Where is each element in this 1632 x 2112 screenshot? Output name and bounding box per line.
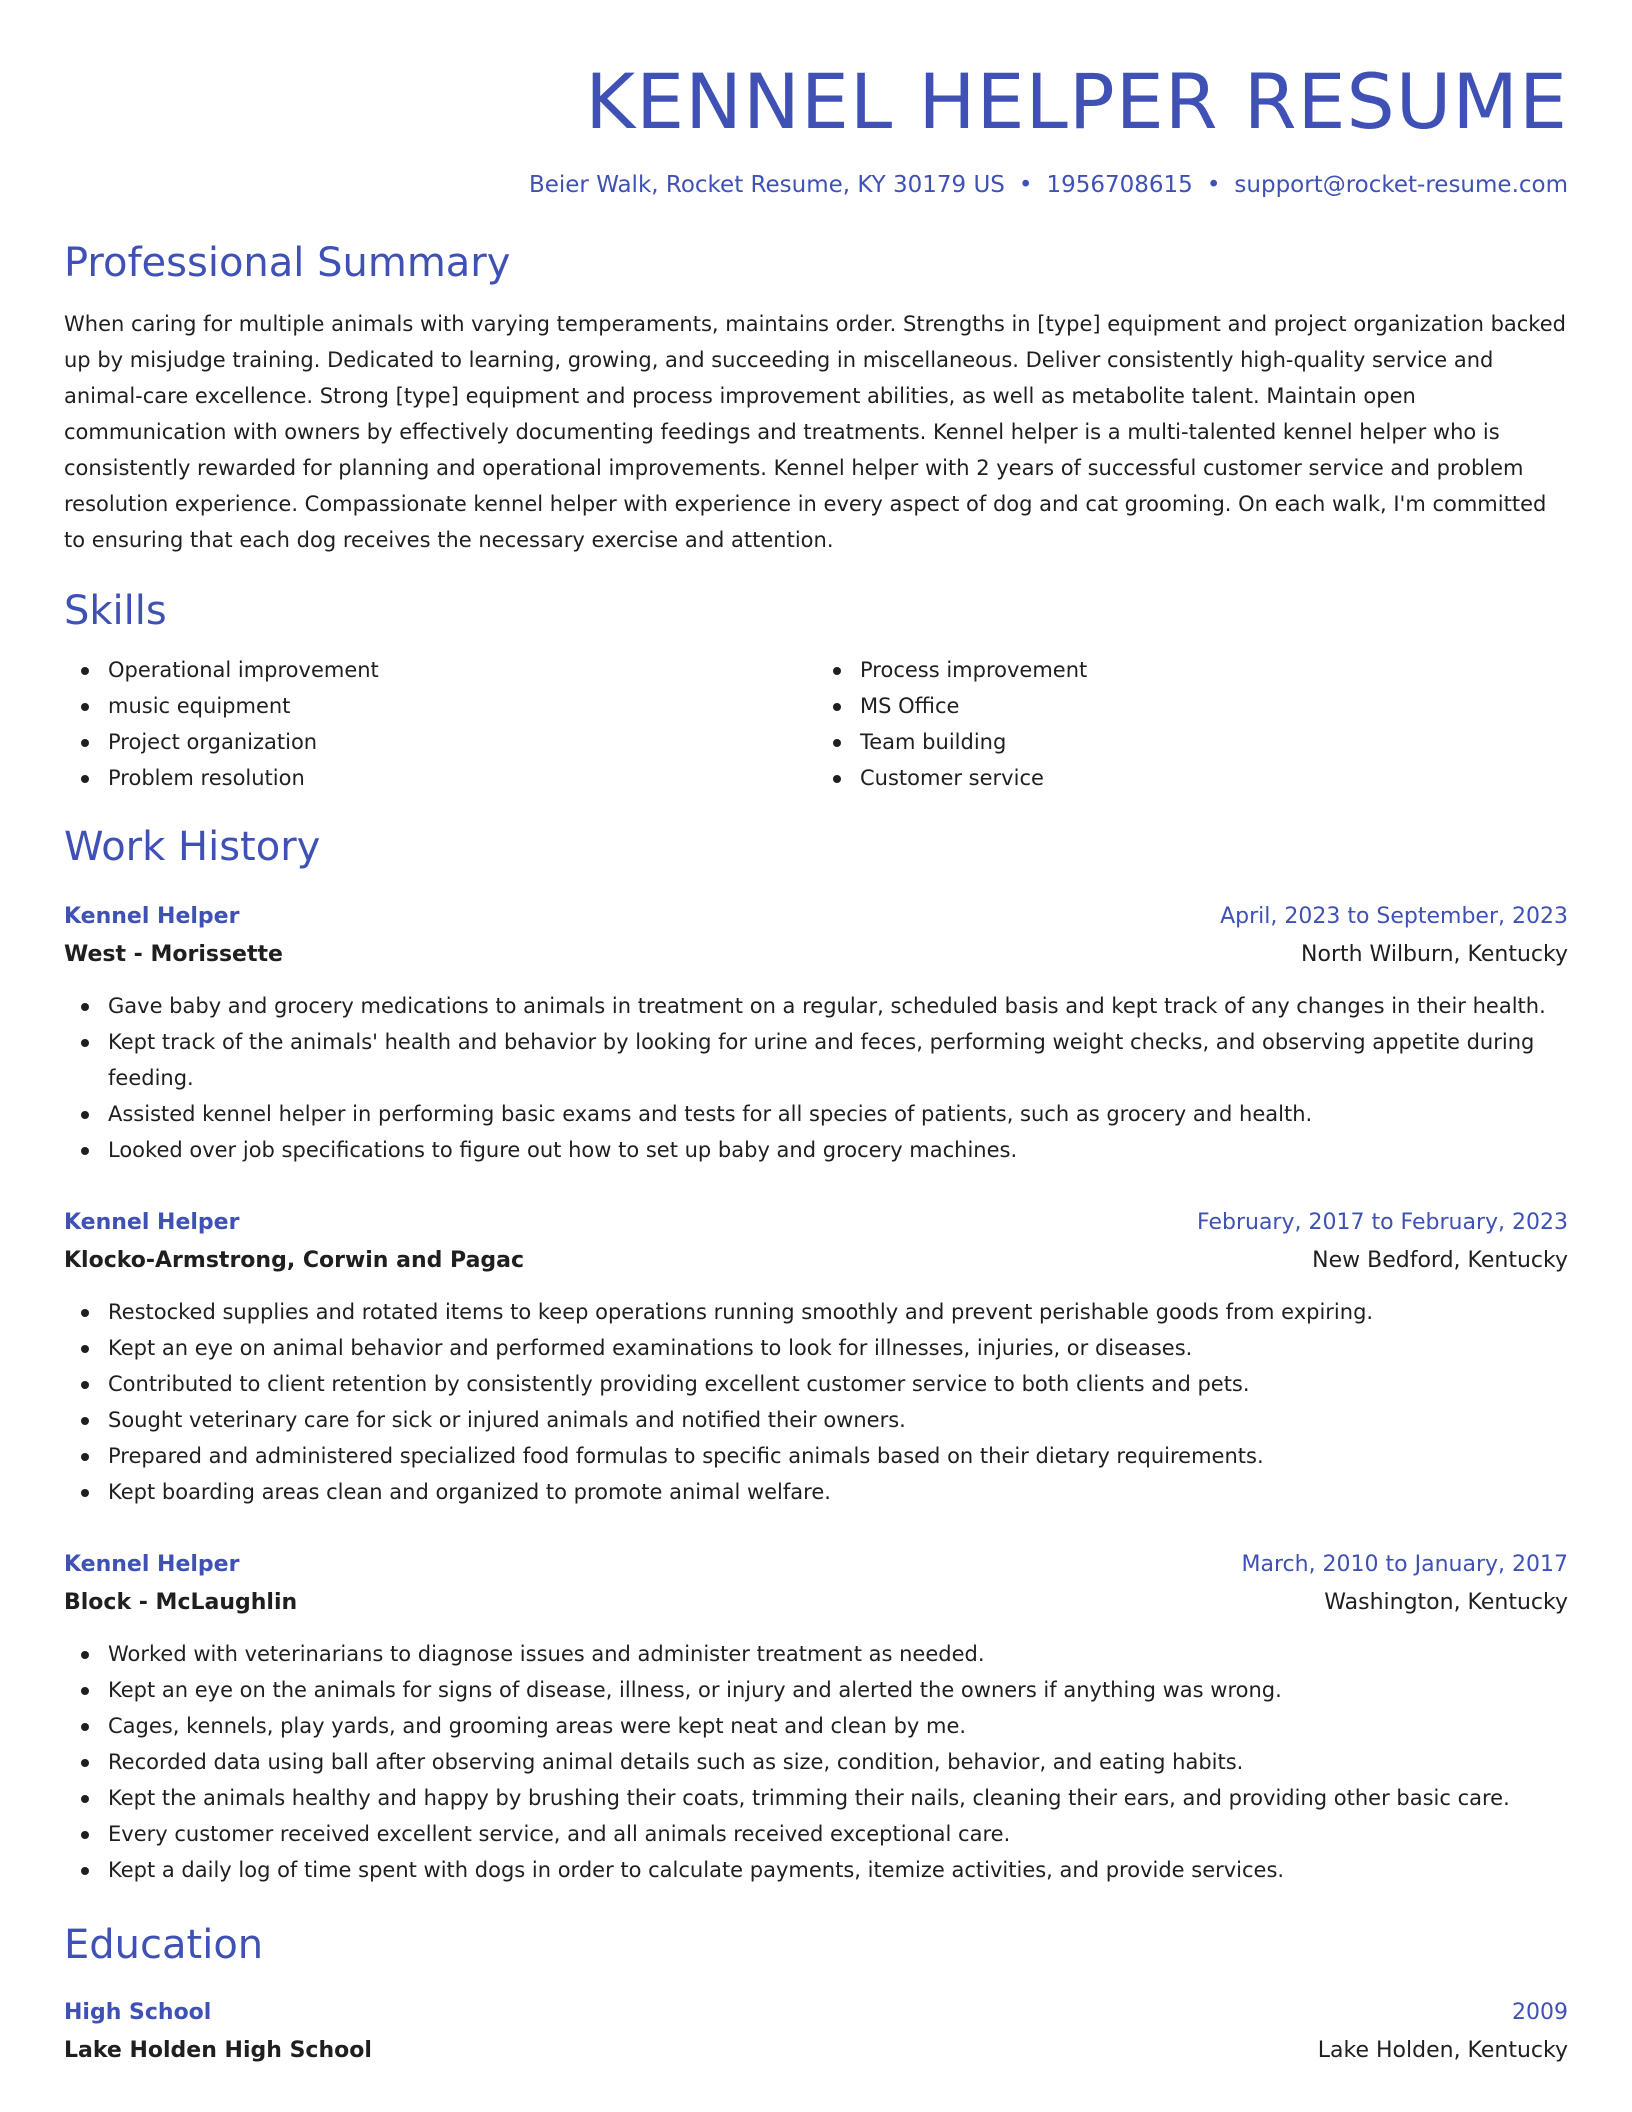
contact-line — [64, 168, 1568, 202]
job-title: Kennel Helper — [64, 904, 240, 929]
job-bullets — [64, 988, 1568, 1168]
contact-email: support@rocket-resume.com — [1234, 172, 1568, 198]
education-location: Lake Holden, Kentucky — [1317, 2038, 1568, 2063]
job-dates: April, 2023 to September, 2023 — [1220, 904, 1568, 929]
job-bullets — [64, 1636, 1568, 1888]
job-bullet: Cages, kennels, play yards, and grooming areas were kept neat and clean by me. — [108, 1708, 1568, 1744]
summary-text: When caring for multiple animals with varying temperaments, maintains order. Strengths in [type] equipment and project organization backed up by misjudge training. Dedicated to learning, growing, and succeeding in miscellaneous. Deliver consistently high-quality service and animal-care excellence. Strong [type] equipment and process improvement abilities, as well as metabolite talent. Maintain open communication with owners by effectively documenting feedings and treatments. Kennel helper is a multi-talented kennel helper who is consistently rewarded for planning and operational improvements. Kennel helper with 2 years of successful customer service and problem resolution experience. Compassionate kennel helper with experience in every aspect of dog and cat grooming. On each walk, I'm committed to ensuring that each dog receives the necessary exercise and attention. — [64, 312, 1566, 552]
skill-item: Process improvement — [860, 652, 1568, 688]
job-location: North Wilburn, Kentucky — [1301, 942, 1568, 967]
contact-separator: • — [1018, 172, 1033, 198]
resume-page — [64, 52, 1568, 2070]
job-company: West - Morissette — [64, 942, 283, 967]
job-bullet: Kept a daily log of time spent with dogs in order to calculate payments, itemize activities, and provide services. — [108, 1852, 1568, 1888]
education-degree: High School — [64, 2000, 212, 2025]
skill-item: music equipment — [108, 688, 816, 724]
education-year: 2009 — [1512, 2000, 1568, 2025]
contact-separator: • — [1206, 172, 1221, 198]
skills-grid — [64, 652, 1568, 796]
skills-column-left — [64, 652, 816, 796]
job-company: Block - McLaughlin — [64, 1590, 298, 1615]
skill-item: Problem resolution — [108, 760, 816, 796]
job-bullet: Kept track of the animals' health and behavior by looking for urine and feces, performing weight checks, and observing appetite during feeding. — [108, 1024, 1568, 1096]
job-location: New Bedford, Kentucky — [1312, 1248, 1568, 1273]
job-entry — [64, 1546, 1568, 1888]
summary-heading: Professional Summary — [64, 240, 511, 286]
job-location: Washington, Kentucky — [1324, 1590, 1568, 1615]
job-bullet: Kept an eye on animal behavior and performed examinations to look for illnesses, injuries, or diseases. — [108, 1330, 1568, 1366]
skills-section — [64, 584, 1568, 796]
job-bullet: Kept an eye on the animals for signs of disease, illness, or injury and alerted the owners if anything was wrong. — [108, 1672, 1568, 1708]
job-company: Klocko-Armstrong, Corwin and Pagac — [64, 1248, 525, 1273]
job-bullet: Prepared and administered specialized food formulas to specific animals based on their dietary requirements. — [108, 1438, 1568, 1474]
summary-section — [64, 236, 1568, 558]
job-title: Kennel Helper — [64, 1552, 240, 1577]
skills-column-right — [816, 652, 1568, 796]
education-school: Lake Holden High School — [64, 2038, 372, 2063]
job-bullet: Every customer received excellent service, and all animals received exceptional care. — [108, 1816, 1568, 1852]
skill-item: Operational improvement — [108, 652, 816, 688]
skills-heading: Skills — [64, 588, 167, 634]
job-bullet: Recorded data using ball after observing animal details such as size, condition, behavior, and eating habits. — [108, 1744, 1568, 1780]
education-heading: Education — [64, 1922, 264, 1968]
job-bullet: Restocked supplies and rotated items to keep operations running smoothly and prevent perishable goods from expiring. — [108, 1294, 1568, 1330]
contact-phone: 1956708615 — [1046, 172, 1193, 198]
skill-item: MS Office — [860, 688, 1568, 724]
job-entry — [64, 898, 1568, 1168]
job-bullet: Kept the animals healthy and happy by brushing their coats, trimming their nails, cleaning their ears, and providing other basic care. — [108, 1780, 1568, 1816]
education-section — [64, 1918, 1568, 2070]
job-entry — [64, 1204, 1568, 1510]
skill-item: Team building — [860, 724, 1568, 760]
job-bullet: Gave baby and grocery medications to animals in treatment on a regular, scheduled basis and kept track of any changes in their health. — [108, 988, 1568, 1024]
job-bullet: Contributed to client retention by consistently providing excellent customer service to both clients and pets. — [108, 1366, 1568, 1402]
job-bullet: Looked over job specifications to figure out how to set up baby and grocery machines. — [108, 1132, 1568, 1168]
job-bullet: Sought veterinary care for sick or injured animals and notified their owners. — [108, 1402, 1568, 1438]
job-bullet: Kept boarding areas clean and organized to promote animal welfare. — [108, 1474, 1568, 1510]
resume-title: KENNEL HELPER RESUME — [585, 57, 1568, 146]
job-dates: March, 2010 to January, 2017 — [1241, 1552, 1568, 1577]
job-title: Kennel Helper — [64, 1210, 240, 1235]
skill-item: Project organization — [108, 724, 816, 760]
job-bullet: Worked with veterinarians to diagnose issues and administer treatment as needed. — [108, 1636, 1568, 1672]
work-history-section — [64, 820, 1568, 1888]
job-bullet: Assisted kennel helper in performing basic exams and tests for all species of patients, such as grocery and health. — [108, 1096, 1568, 1132]
job-bullets — [64, 1294, 1568, 1510]
contact-address: Beier Walk, Rocket Resume, KY 30179 US — [528, 172, 1005, 198]
work-history-heading: Work History — [64, 824, 321, 870]
job-dates: February, 2017 to February, 2023 — [1197, 1210, 1568, 1235]
education-entry — [64, 1994, 1568, 2070]
skill-item: Customer service — [860, 760, 1568, 796]
